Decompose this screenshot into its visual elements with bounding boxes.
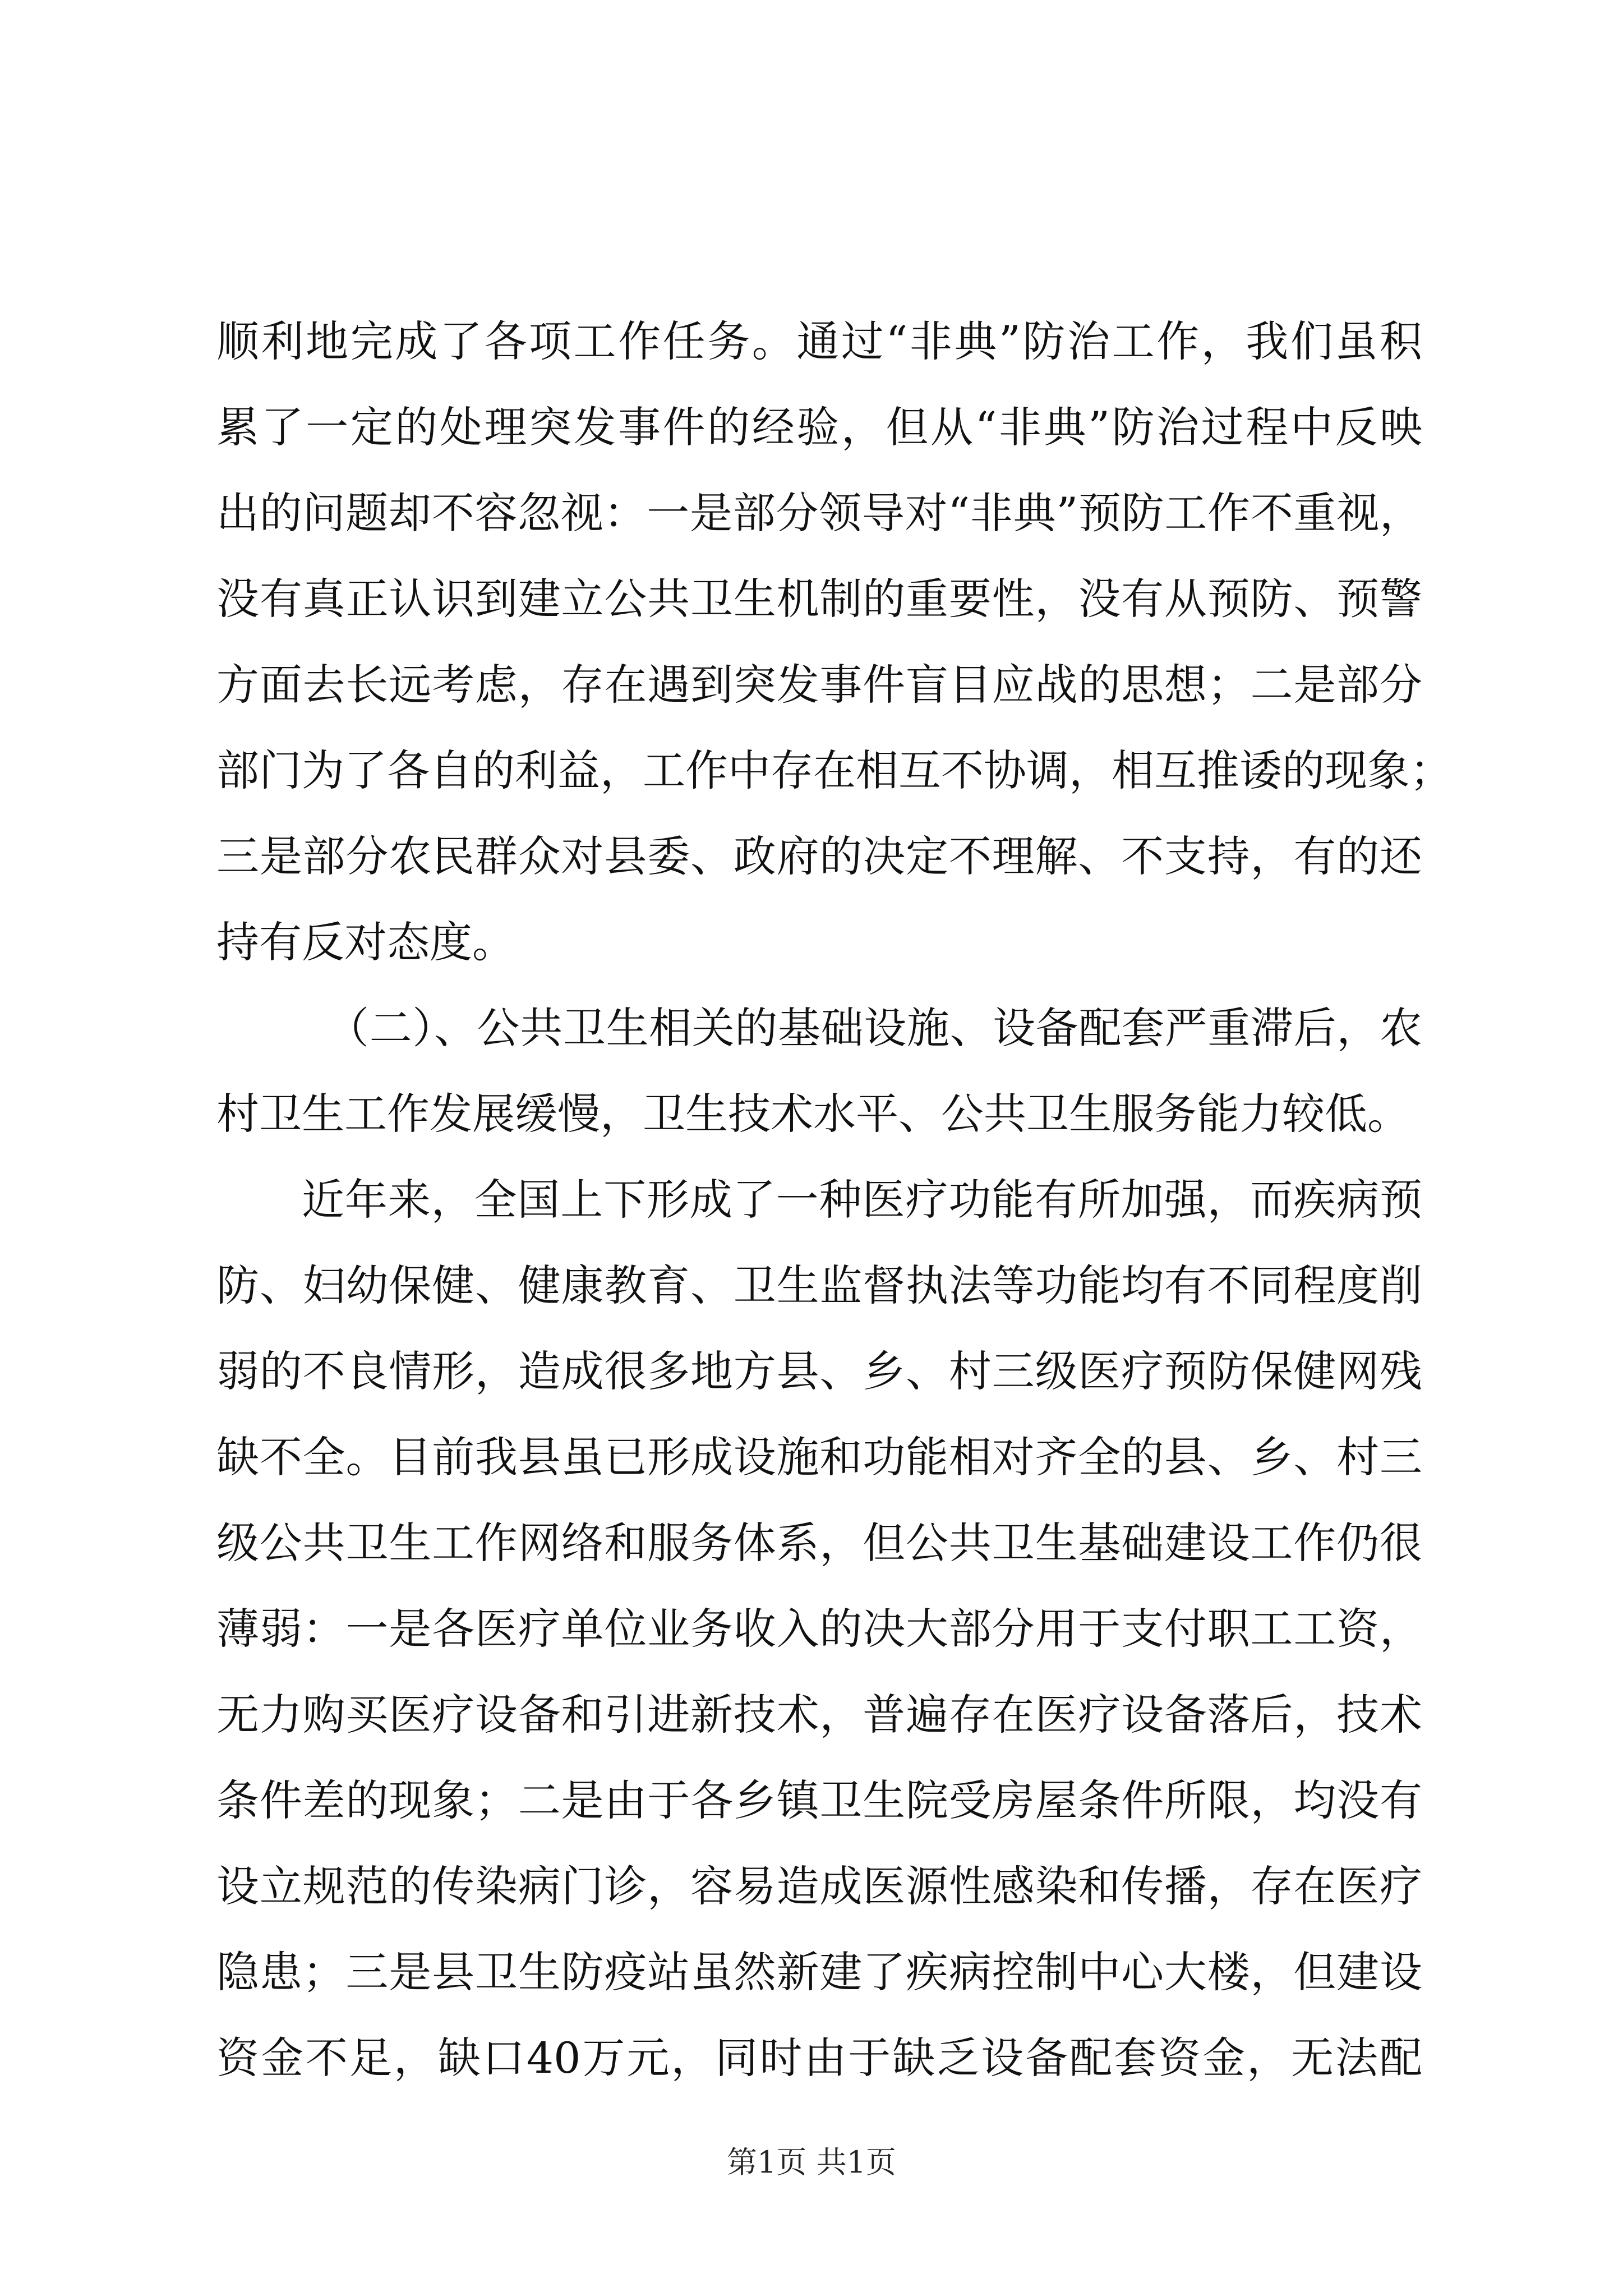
paragraph-line: 持有反对态度。 bbox=[216, 917, 515, 967]
paragraph-line: 级公共卫生工作网络和服务体系，但公共卫生基础建设工作仍很 bbox=[216, 1518, 1422, 1568]
paragraph-line: 近年来，全国上下形成了一种医疗功能有所加强，而疾病预 bbox=[302, 1175, 1422, 1225]
section-heading-line: （二）、公共卫生相关的基础设施、设备配套严重滞后，农 bbox=[326, 1003, 1422, 1053]
paragraph-line: 顺利地完成了各项工作任务。通过“非典”防治工作，我们虽积 bbox=[216, 316, 1422, 366]
paragraph-line: 条件差的现象；二是由于各乡镇卫生院受房屋条件所限，均没有 bbox=[216, 1775, 1422, 1825]
paragraph-line: 三是部分农民群众对县委、政府的决定不理解、不支持，有的还 bbox=[216, 831, 1422, 881]
paragraph-line: 方面去长远考虑，存在遇到突发事件盲目应战的思想；二是部分 bbox=[216, 660, 1422, 710]
paragraph-line: 弱的不良情形，造成很多地方县、乡、村三级医疗预防保健网残 bbox=[216, 1346, 1422, 1396]
paragraph-line: 无力购买医疗设备和引进新技术，普遍存在医疗设备落后，技术 bbox=[216, 1690, 1422, 1740]
section-heading-line: 村卫生工作发展缓慢，卫生技术水平、公共卫生服务能力较低。 bbox=[216, 1089, 1410, 1139]
paragraph-line: 资金不足，缺口40万元，同时由于缺乏设备配套资金，无法配 bbox=[216, 2033, 1422, 2083]
paragraph-line: 隐患；三是县卫生防疫站虽然新建了疾病控制中心大楼，但建设 bbox=[216, 1947, 1422, 1997]
paragraph-line: 累了一定的处理突发事件的经验，但从“非典”防治过程中反映 bbox=[216, 402, 1422, 452]
document-body bbox=[216, 298, 1453, 2101]
paragraph-line: 没有真正认识到建立公共卫生机制的重要性，没有从预防、预警 bbox=[216, 574, 1422, 624]
paragraph-line: 设立规范的传染病门诊，容易造成医源性感染和传播，存在医疗 bbox=[216, 1861, 1422, 1911]
paragraph-line: 防、妇幼保健、健康教育、卫生监督执法等功能均有不同程度削 bbox=[216, 1260, 1422, 1310]
paragraph-line: 出的问题却不容忽视：一是部分领导对“非典”预防工作不重视， bbox=[216, 488, 1422, 538]
paragraph-line: 部门为了各自的利益，工作中存在相互不协调，相互推诿的现象； bbox=[216, 746, 1453, 795]
paragraph-line: 缺不全。目前我县虽已形成设施和功能相对齐全的县、乡、村三 bbox=[216, 1432, 1422, 1482]
page-number-footer: 第1页 共1页 bbox=[727, 2145, 896, 2180]
paragraph-line: 薄弱：一是各医疗单位业务收入的决大部分用于支付职工工资， bbox=[216, 1604, 1422, 1654]
